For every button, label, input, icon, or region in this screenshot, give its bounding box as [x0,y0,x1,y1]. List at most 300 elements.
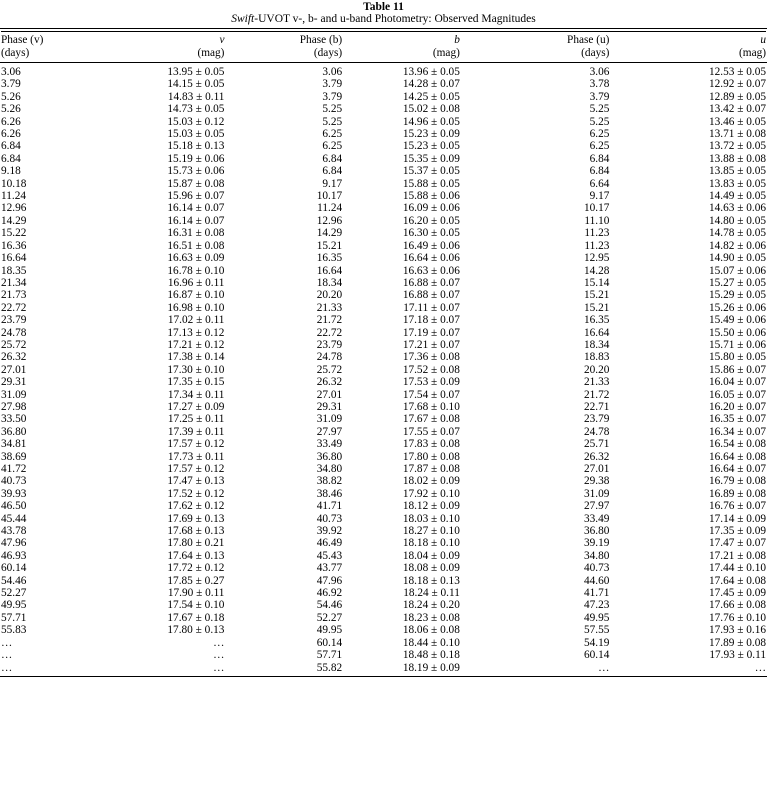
phase-u-cell: 3.79 [589,90,610,103]
u-mag-cell: 16.05 ± 0.07 [708,388,766,401]
u-mag-cell: 15.49 ± 0.06 [708,314,766,327]
u-mag-cell: 15.27 ± 0.05 [708,276,766,289]
table-row [0,413,767,425]
v-mag-cell: 16.51 ± 0.08 [167,239,225,252]
phase-b-cell: 18.34 [316,276,343,289]
b-mag-cell: 17.11 ± 0.07 [403,301,460,314]
u-mag-cell: 14.90 ± 0.05 [708,252,766,265]
table-row [0,327,767,339]
table-row [0,389,767,401]
table-title-italic: Swift [231,13,255,25]
phase-v-cell: 6.84 [1,140,21,153]
table-caption [0,1,767,25]
phase-b-cell: 54.46 [316,599,343,612]
table-row [0,215,767,227]
phase-v-cell: 47.96 [1,537,27,550]
table-row [0,575,767,587]
b-mag-cell: 14.28 ± 0.07 [402,78,460,91]
u-mag-cell: 16.34 ± 0.07 [708,425,766,438]
b-mag-cell: 17.54 ± 0.07 [402,388,460,401]
u-mag-cell: 12.53 ± 0.05 [708,66,766,78]
v-mag-cell: 17.27 ± 0.09 [167,400,225,413]
phase-v-cell: 52.27 [1,587,27,600]
u-mag-cell: 17.45 ± 0.09 [708,587,766,600]
phase-v-cell: 6.84 [1,152,21,165]
v-mag-cell: 13.95 ± 0.05 [167,66,225,78]
phase-u-cell: 60.14 [583,649,610,662]
u-mag-cell: 14.63 ± 0.06 [708,202,766,215]
u-mag-cell: 15.29 ± 0.05 [708,289,766,302]
phase-u-cell: 3.78 [589,78,610,91]
v-mag-cell: 16.14 ± 0.07 [167,214,225,227]
phase-u-cell: 16.35 [583,314,610,327]
header-phase-u: Phase (u) [460,29,610,47]
header-row-2 [0,47,767,63]
v-mag-cell: 17.85 ± 0.27 [167,574,225,587]
phase-b-cell: 3.06 [322,66,343,78]
phase-v-cell: 60.14 [1,562,27,575]
phase-u-cell: 11.10 [584,214,610,227]
u-mag-cell: 15.71 ± 0.06 [708,338,766,351]
phase-u-cell: 27.01 [583,463,610,475]
v-mag-cell: 16.98 ± 0.10 [167,301,225,314]
v-mag-cell: … [121,662,225,677]
phase-b-cell: 31.09 [316,413,343,426]
b-mag-cell: 17.67 ± 0.08 [402,413,460,426]
phase-v-cell: 46.93 [1,549,27,562]
table-row [0,426,767,438]
phase-u-cell: 15.21 [583,301,610,314]
phase-u-cell: 3.06 [589,66,610,78]
header-units-days: (days) [0,47,121,63]
v-mag-cell: 15.96 ± 0.07 [167,190,225,203]
phase-b-cell: 16.35 [316,252,343,265]
photometry-table [0,28,767,677]
table-title [0,13,767,25]
v-mag-cell: 17.64 ± 0.13 [167,549,225,562]
phase-v-cell: 54.46 [1,574,27,587]
u-mag-cell: 16.35 ± 0.07 [708,413,766,426]
table-row [0,438,767,450]
b-mag-cell: 18.18 ± 0.10 [402,537,460,550]
v-mag-cell: 17.62 ± 0.12 [167,500,225,513]
phase-u-cell: 47.23 [583,599,610,612]
b-mag-cell: 16.64 ± 0.06 [402,252,460,265]
v-mag-cell: 15.03 ± 0.12 [167,115,225,128]
u-mag-cell: 17.93 ± 0.11 [709,649,766,662]
b-mag-cell: 17.19 ± 0.07 [402,326,460,339]
u-mag-cell: 16.76 ± 0.07 [708,500,766,513]
v-mag-cell: 17.68 ± 0.13 [167,525,225,538]
u-mag-cell: 12.92 ± 0.07 [708,78,766,91]
phase-v-cell: 6.26 [1,115,21,128]
phase-b-cell: 36.80 [316,450,343,463]
b-mag-cell: 18.12 ± 0.09 [402,500,460,513]
b-mag-cell: 15.35 ± 0.09 [402,152,460,165]
phase-u-cell: 10.17 [583,202,610,215]
phase-v-cell: 3.06 [1,66,21,78]
table-row [0,289,767,301]
phase-u-cell: 6.64 [589,177,610,190]
phase-u-cell: 9.17 [589,190,610,203]
v-mag-cell: 17.52 ± 0.12 [167,487,225,500]
phase-u-cell: 21.72 [583,388,610,401]
phase-u-cell: 39.19 [583,537,610,550]
v-mag-cell: 16.87 ± 0.10 [167,289,225,302]
phase-v-cell: 27.01 [1,363,27,376]
phase-b-cell: 39.92 [316,525,343,538]
v-mag-cell: 17.30 ± 0.10 [167,363,225,376]
phase-v-cell: 24.78 [1,326,27,339]
u-mag-cell: 17.21 ± 0.08 [708,549,766,562]
phase-b-cell: 40.73 [316,512,343,525]
phase-u-cell: 6.84 [589,152,610,165]
table-row [0,488,767,500]
b-mag-cell: 15.88 ± 0.06 [402,190,460,203]
b-mag-cell: 17.92 ± 0.10 [402,487,460,500]
v-mag-cell: 17.54 ± 0.10 [167,599,225,612]
u-mag-cell: 16.64 ± 0.08 [708,450,766,463]
phase-u-cell: 26.32 [583,450,610,463]
table-row [0,662,767,677]
u-mag-cell: 14.49 ± 0.05 [708,190,766,203]
b-mag-cell: 15.37 ± 0.05 [402,165,460,178]
table-row [0,63,767,79]
v-mag-cell: 14.83 ± 0.11 [167,90,225,103]
table-row [0,153,767,165]
phase-u-cell: 36.80 [583,525,610,538]
phase-v-cell: 39.93 [1,487,27,500]
table-row [0,624,767,636]
b-mag-cell: 18.04 ± 0.09 [402,549,460,562]
phase-u-cell: 11.23 [584,239,610,252]
v-mag-cell: 15.03 ± 0.05 [167,128,225,141]
b-mag-cell: 18.23 ± 0.08 [402,611,460,624]
phase-u-cell: 44.60 [583,574,610,587]
table-body [0,63,767,677]
u-mag-cell: 16.04 ± 0.07 [708,376,766,389]
table-row [0,351,767,363]
u-mag-cell: 17.89 ± 0.08 [708,636,766,649]
u-mag-cell: 15.26 ± 0.06 [708,301,766,314]
phase-u-cell: 6.84 [589,165,610,178]
b-mag-cell: 16.20 ± 0.05 [402,214,460,227]
b-mag-cell: 18.03 ± 0.10 [402,512,460,525]
v-mag-cell: 16.31 ± 0.08 [167,227,225,240]
v-mag-cell: 17.25 ± 0.11 [167,413,225,426]
phase-u-cell: 49.95 [583,611,610,624]
table-row [0,550,767,562]
b-mag-cell: 15.23 ± 0.09 [402,128,460,141]
v-mag-cell: 16.14 ± 0.07 [167,202,225,215]
phase-v-cell: 16.64 [1,252,27,265]
header-units-mag: (mag) [342,47,460,63]
phase-v-cell: … [0,662,121,677]
table-row [0,116,767,128]
phase-v-cell: 46.50 [1,500,27,513]
phase-v-cell: 49.95 [1,599,27,612]
phase-v-cell: 3.79 [1,78,21,91]
phase-v-cell: 33.50 [1,413,27,426]
phase-v-cell: 21.34 [1,276,27,289]
phase-u-cell: 18.34 [583,338,610,351]
b-mag-cell: 18.24 ± 0.20 [402,599,460,612]
b-mag-cell: 16.63 ± 0.06 [402,264,460,277]
u-mag-cell: 13.71 ± 0.08 [708,128,766,141]
table-number: Table 11 [363,1,404,13]
table-row [0,78,767,90]
b-mag-cell: 18.44 ± 0.10 [402,636,460,649]
u-mag-cell: 13.85 ± 0.05 [708,165,766,178]
phase-b-cell: 10.17 [316,190,343,203]
b-mag-cell: 17.55 ± 0.07 [402,425,460,438]
phase-v-cell: 22.72 [1,301,27,314]
phase-u-cell: 18.83 [583,351,610,364]
phase-u-cell: 25.71 [583,438,610,451]
v-mag-cell: 17.90 ± 0.11 [167,587,225,600]
phase-v-cell: 12.96 [1,202,27,215]
phase-u-cell: 40.73 [583,562,610,575]
phase-b-cell: 47.96 [316,574,343,587]
phase-v-cell: 31.09 [1,388,27,401]
phase-v-cell: 41.72 [1,463,27,475]
phase-b-cell: 55.82 [224,662,342,677]
u-mag-cell: 16.79 ± 0.08 [708,475,766,488]
b-mag-cell: 18.19 ± 0.09 [342,662,460,677]
b-mag-cell: 18.18 ± 0.13 [402,574,460,587]
u-mag-cell: 15.86 ± 0.07 [708,363,766,376]
u-mag-cell: 17.44 ± 0.10 [708,562,766,575]
u-mag-cell: … [609,662,767,677]
phase-b-cell: 57.71 [316,649,343,662]
phase-b-cell: 12.96 [316,214,343,227]
b-mag-cell: 17.53 ± 0.09 [402,376,460,389]
b-mag-cell: 17.18 ± 0.07 [402,314,460,327]
v-mag-cell: 15.73 ± 0.06 [167,165,225,178]
table-row [0,637,767,649]
u-mag-cell: 15.50 ± 0.06 [708,326,766,339]
header-row-1 [0,29,767,47]
phase-u-cell: 15.14 [583,276,610,289]
phase-v-cell: 9.18 [1,165,21,178]
v-mag-cell: 17.72 ± 0.12 [167,562,225,575]
phase-v-cell: … [1,636,13,649]
v-mag-cell: 17.47 ± 0.13 [167,475,225,488]
v-mag-cell: 17.13 ± 0.12 [167,326,225,339]
phase-u-cell: 16.64 [583,326,610,339]
table-row [0,302,767,314]
v-mag-cell: 17.02 ± 0.11 [167,314,225,327]
phase-b-cell: 5.25 [322,115,343,128]
table-row [0,562,767,574]
phase-b-cell: 5.25 [322,103,343,116]
table-row [0,599,767,611]
u-mag-cell: 13.88 ± 0.08 [708,152,766,165]
phase-b-cell: 25.72 [316,363,343,376]
phase-b-cell: 27.97 [316,425,343,438]
phase-v-cell: 5.26 [1,90,21,103]
table-row [0,587,767,599]
table-row [0,537,767,549]
phase-v-cell: 11.24 [1,190,26,203]
b-mag-cell: 17.87 ± 0.08 [402,463,460,475]
v-mag-cell: 17.39 ± 0.11 [167,425,225,438]
table-row [0,140,767,152]
phase-u-cell: 20.20 [583,363,610,376]
v-mag-cell: 17.35 ± 0.15 [167,376,225,389]
phase-v-cell: 14.29 [1,214,27,227]
phase-u-cell: 5.25 [589,115,610,128]
v-mag-cell: 17.69 ± 0.13 [167,512,225,525]
phase-u-cell: 27.97 [583,500,610,513]
table-row [0,252,767,264]
u-mag-cell: 16.89 ± 0.08 [708,487,766,500]
b-mag-cell: 15.23 ± 0.05 [402,140,460,153]
phase-v-cell: 27.98 [1,400,27,413]
b-mag-cell: 16.88 ± 0.07 [402,289,460,302]
table-row [0,364,767,376]
phase-b-cell: 49.95 [316,624,343,637]
header-phase-b: Phase (b) [224,29,342,47]
table-row [0,128,767,140]
phase-u-cell: 15.21 [583,289,610,302]
u-mag-cell: 15.07 ± 0.06 [708,264,766,277]
b-mag-cell: 17.36 ± 0.08 [402,351,460,364]
header-units-mag: (mag) [609,47,767,63]
phase-v-cell: 23.79 [1,314,27,327]
phase-u-cell: 31.09 [583,487,610,500]
header-units-mag: (mag) [121,47,225,63]
phase-u-cell: 14.28 [583,264,610,277]
phase-b-cell: 6.25 [322,140,343,153]
b-mag-cell: 17.21 ± 0.07 [402,338,460,351]
table-row [0,401,767,413]
phase-b-cell: 43.77 [316,562,343,575]
phase-b-cell: 29.31 [316,400,343,413]
u-mag-cell: 13.72 ± 0.05 [708,140,766,153]
phase-v-cell: 21.73 [1,289,27,302]
table-row [0,376,767,388]
u-mag-cell: 16.54 ± 0.08 [708,438,766,451]
b-mag-cell: 17.68 ± 0.10 [402,400,460,413]
table-row [0,91,767,103]
phase-b-cell: 41.71 [316,500,343,513]
u-mag-cell: 17.93 ± 0.16 [708,624,766,637]
phase-u-cell: 22.71 [583,400,610,413]
table-row [0,649,767,661]
phase-b-cell: 6.84 [322,165,343,178]
phase-v-cell: 36.80 [1,425,27,438]
table-row [0,265,767,277]
u-mag-cell: 17.64 ± 0.08 [708,574,766,587]
v-mag-cell: 17.34 ± 0.11 [167,388,225,401]
phase-u-cell: 5.25 [589,103,610,116]
phase-b-cell: 52.27 [316,611,343,624]
u-mag-cell: 14.80 ± 0.05 [708,214,766,227]
phase-v-cell: 26.32 [1,351,27,364]
b-mag-cell: 17.83 ± 0.08 [402,438,460,451]
phase-b-cell: 11.24 [317,202,343,215]
phase-v-cell: 45.44 [1,512,27,525]
phase-u-cell: 11.23 [584,227,610,240]
v-mag-cell: 17.80 ± 0.21 [167,537,225,550]
phase-u-cell: 21.33 [583,376,610,389]
phase-b-cell: 15.21 [316,239,343,252]
v-mag-cell: 16.78 ± 0.10 [167,264,225,277]
phase-b-cell: 21.33 [316,301,343,314]
b-mag-cell: 16.88 ± 0.07 [402,276,460,289]
phase-v-cell: 43.78 [1,525,27,538]
v-mag-cell: 15.18 ± 0.13 [167,140,225,153]
b-mag-cell: 17.52 ± 0.08 [402,363,460,376]
table-row [0,525,767,537]
phase-u-cell: 23.79 [583,413,610,426]
u-mag-cell: 17.76 ± 0.10 [708,611,766,624]
b-mag-cell: 16.49 ± 0.06 [402,239,460,252]
phase-v-cell: 38.69 [1,450,27,463]
v-mag-cell: 15.19 ± 0.06 [167,152,225,165]
phase-u-cell: 33.49 [583,512,610,525]
phase-b-cell: 45.43 [316,549,343,562]
table-row [0,475,767,487]
u-mag-cell: 17.35 ± 0.09 [708,525,766,538]
u-mag-cell: 13.42 ± 0.07 [708,103,766,116]
b-mag-cell: 15.02 ± 0.08 [402,103,460,116]
u-mag-cell: 16.64 ± 0.07 [708,463,766,475]
header-units-days: (days) [460,47,610,63]
phase-b-cell: 6.84 [322,152,343,165]
phase-b-cell: 46.92 [316,587,343,600]
b-mag-cell: 15.88 ± 0.05 [402,177,460,190]
u-mag-cell: 16.20 ± 0.07 [708,400,766,413]
b-mag-cell: 16.30 ± 0.05 [402,227,460,240]
table-row [0,240,767,252]
phase-b-cell: 22.72 [316,326,343,339]
table-row [0,165,767,177]
b-mag-cell: 18.02 ± 0.09 [402,475,460,488]
phase-u-cell: 6.25 [589,128,610,141]
b-mag-cell: 18.27 ± 0.10 [402,525,460,538]
phase-b-cell: 38.82 [316,475,343,488]
table-row [0,463,767,475]
table-row [0,103,767,115]
u-mag-cell: 14.82 ± 0.06 [708,239,766,252]
phase-b-cell: 24.78 [316,351,343,364]
b-mag-cell: 18.06 ± 0.08 [402,624,460,637]
u-mag-cell: 17.14 ± 0.09 [708,512,766,525]
phase-b-cell: 9.17 [322,177,343,190]
table-row [0,513,767,525]
table-row [0,612,767,624]
v-mag-cell: 17.57 ± 0.12 [167,463,225,475]
phase-v-cell: 29.31 [1,376,27,389]
phase-u-cell: 12.95 [583,252,610,265]
phase-v-cell: 6.26 [1,128,21,141]
header-u: u [609,29,767,47]
v-mag-cell: 17.21 ± 0.12 [167,338,225,351]
phase-u-cell: 24.78 [583,425,610,438]
phase-b-cell: 16.64 [316,264,343,277]
phase-u-cell: 57.55 [583,624,610,637]
b-mag-cell: 18.48 ± 0.18 [402,649,460,662]
phase-v-cell: 34.81 [1,438,27,451]
table-row [0,178,767,190]
phase-v-cell: 18.35 [1,264,27,277]
table-row [0,314,767,326]
v-mag-cell: … [213,636,225,649]
phase-u-cell: 41.71 [583,587,610,600]
phase-b-cell: 3.79 [322,90,343,103]
